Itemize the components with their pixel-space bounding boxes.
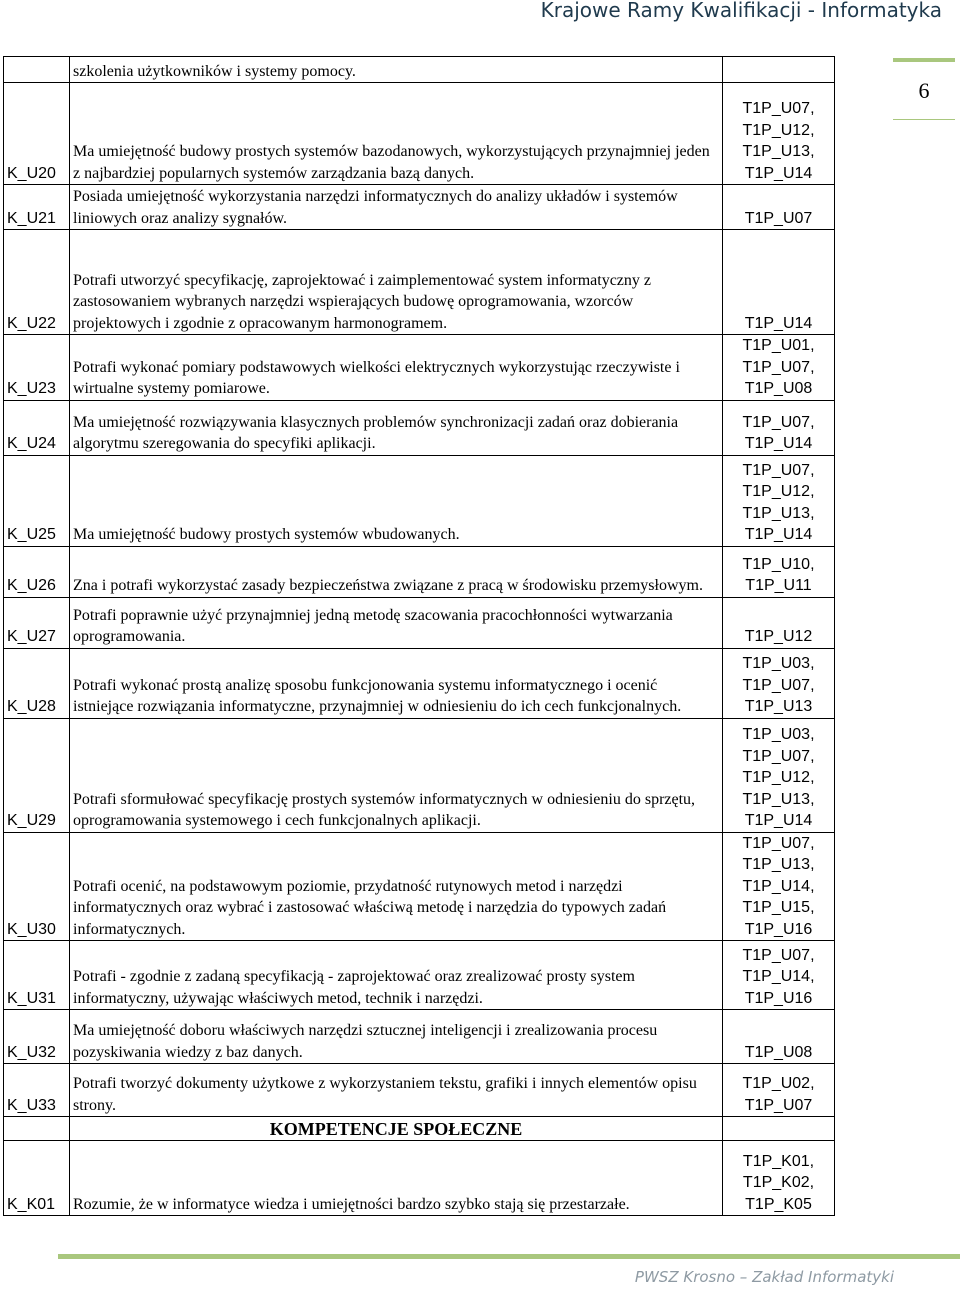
table-row xyxy=(4,1141,835,1216)
outcome-description: Zna i potrafi wykorzystać zasady bezpieczeństwa związane z pracą w środowisku przemysłowym. xyxy=(70,546,723,597)
outcome-description: Potrafi wykonać pomiary podstawowych wielkości elektrycznych wykorzystując rzeczywiste i wirtualne systemy pomiarowe. xyxy=(70,335,723,401)
outcome-references xyxy=(723,455,835,546)
table-row xyxy=(4,83,835,185)
reference-code: T1P_U08 xyxy=(744,380,813,397)
reference-code: T1P_U14 xyxy=(744,314,813,332)
reference-code: T1P_U15, xyxy=(742,899,815,916)
reference-code: T1P_U12, xyxy=(742,769,815,786)
outcome-references xyxy=(723,832,835,941)
section-row xyxy=(4,1117,835,1141)
reference-code: T1P_U07, xyxy=(742,676,815,694)
outcome-description: Potrafi utworzyć specyfikację, zaprojektować i zaimplementować system informatyczny z zastosowaniem wybranych narzędzi wspierających budowę oprogramowania, wzorców projektowych i zgodnie z opracowanym harmonogramem. xyxy=(70,230,723,335)
outcome-code: K_U24 xyxy=(4,400,70,455)
reference-code: T1P_U14 xyxy=(744,164,813,182)
outcome-code: K_K01 xyxy=(4,1141,70,1216)
outcome-code: K_U28 xyxy=(4,648,70,718)
outcome-code: K_U22 xyxy=(4,230,70,335)
section-heading: KOMPETENCJE SPOŁECZNE xyxy=(70,1117,723,1141)
outcome-description: Potrafi - zgodnie z zadaną specyfikacją - zaprojektować oraz zrealizować prosty system informatyczny, używając właściwych metod, technik i narzędzi. xyxy=(70,941,723,1010)
outcome-description: Potrafi poprawnie użyć przynajmniej jedną metodę szacowania pracochłonności wytwarzania oprogramowania. xyxy=(70,597,723,648)
table-row xyxy=(4,1010,835,1064)
outcome-description: Potrafi sformułować specyfikację prostych systemów informatycznych w odniesieniu do sprzętu, oprogramowania systemowego i cech funkcjonalnych aplikacji. xyxy=(70,718,723,832)
reference-code: T1P_U11 xyxy=(745,577,812,594)
outcome-references xyxy=(723,648,835,718)
reference-code: T1P_U07, xyxy=(742,461,815,479)
outcome-references xyxy=(723,230,835,335)
reference-code: T1P_U12, xyxy=(742,121,815,139)
reference-code: T1P_U07 xyxy=(744,209,813,227)
table-row xyxy=(4,1064,835,1117)
outcome-code xyxy=(4,57,70,83)
reference-code: T1P_U07 xyxy=(744,1096,813,1114)
table-row xyxy=(4,718,835,832)
table-row xyxy=(4,546,835,597)
table-row xyxy=(4,185,835,230)
footer-divider xyxy=(58,1254,960,1259)
outcome-code: K_U27 xyxy=(4,597,70,648)
document-header-title: Krajowe Ramy Kwalifikacji - Informatyka xyxy=(540,0,942,22)
learning-outcomes-table xyxy=(3,56,835,1216)
outcome-references xyxy=(723,185,835,230)
outcome-description: Ma umiejętność budowy prostych systemów bazodanowych, wykorzystujących przynajmniej jeden z najbardziej popularnych systemów zarządzania bazą danych. xyxy=(70,83,723,185)
reference-code: T1P_U13, xyxy=(742,856,815,873)
outcome-references xyxy=(723,57,835,83)
reference-code: T1P_U07, xyxy=(742,946,815,964)
outcome-references xyxy=(723,1141,835,1216)
outcome-description: szkolenia użytkowników i systemy pomocy. xyxy=(70,57,723,83)
table-row xyxy=(4,648,835,718)
section-spacer xyxy=(4,1117,70,1141)
outcome-references xyxy=(723,1010,835,1064)
outcome-references xyxy=(723,941,835,1010)
table-row xyxy=(4,230,835,335)
table-row xyxy=(4,941,835,1010)
reference-code: T1P_U14 xyxy=(744,526,813,543)
reference-code: T1P_U02, xyxy=(742,1075,815,1092)
reference-code: T1P_U12, xyxy=(742,483,815,500)
table-row xyxy=(4,400,835,455)
outcome-description: Potrafi wykonać prostą analizę sposobu funkcjonowania systemu informatycznego i ocenić istniejące rozwiązania informatyczne, przynajmniej w odniesieniu do ich cech funkcjonalnych. xyxy=(70,648,723,718)
outcome-description: Potrafi ocenić, na podstawowym poziomie, przydatność rutynowych metod i narzędzi informatycznych oraz wybrać i zastosować właściwą metodę i narzędzia do typowych zadań informatycznych. xyxy=(70,832,723,941)
outcome-code: K_U31 xyxy=(4,941,70,1010)
outcome-code: K_U20 xyxy=(4,83,70,185)
outcome-description: Rozumie, że w informatyce wiedza i umiejętności bardzo szybko stają się przestarzałe. xyxy=(70,1141,723,1216)
outcome-code: K_U26 xyxy=(4,546,70,597)
table-row xyxy=(4,832,835,941)
outcome-description: Posiada umiejętność wykorzystania narzędzi informatycznych do analizy układów i systemów liniowych oraz analizy sygnałów. xyxy=(70,185,723,230)
reference-code: T1P_U14, xyxy=(742,877,815,895)
outcome-code: K_U29 xyxy=(4,718,70,832)
outcome-code: K_U23 xyxy=(4,335,70,401)
page-number-box xyxy=(893,58,955,120)
outcome-description: Potrafi tworzyć dokumenty użytkowe z wykorzystaniem tekstu, grafiki i innych elementów opisu strony. xyxy=(70,1064,723,1117)
outcome-description: Ma umiejętność doboru właściwych narzędzi sztucznej inteligencji i zrealizowania procesu pozyskiwania wiedzy z baz danych. xyxy=(70,1010,723,1064)
reference-code: T1P_U13 xyxy=(744,698,813,715)
outcome-references xyxy=(723,718,835,832)
reference-code: T1P_U01, xyxy=(742,337,815,354)
table-row xyxy=(4,597,835,648)
outcome-code: K_U25 xyxy=(4,455,70,546)
reference-code: T1P_U07, xyxy=(742,747,815,765)
section-spacer xyxy=(723,1117,835,1141)
reference-code: T1P_U14 xyxy=(744,435,813,452)
reference-code: T1P_U13, xyxy=(742,790,815,808)
outcome-code: K_U33 xyxy=(4,1064,70,1117)
outcome-references xyxy=(723,1064,835,1117)
outcome-code: K_U21 xyxy=(4,185,70,230)
outcome-references xyxy=(723,400,835,455)
reference-code: T1P_U13, xyxy=(742,504,815,522)
table-row xyxy=(4,335,835,401)
reference-code: T1P_U07, xyxy=(742,834,815,852)
reference-code: T1P_K02, xyxy=(742,1174,815,1191)
outcome-references xyxy=(723,335,835,401)
reference-code: T1P_U16 xyxy=(744,920,813,938)
outcome-code: K_U30 xyxy=(4,832,70,941)
outcome-references xyxy=(723,546,835,597)
table-row xyxy=(4,455,835,546)
reference-code: T1P_K05 xyxy=(745,1195,812,1213)
reference-code: T1P_U08 xyxy=(744,1043,813,1061)
outcome-references xyxy=(723,597,835,648)
reference-code: T1P_U07, xyxy=(742,100,815,117)
outcome-references xyxy=(723,83,835,185)
footer-text: PWSZ Krosno – Zakład Informatyki xyxy=(634,1268,894,1286)
reference-code: T1P_U14 xyxy=(744,812,813,829)
table-row xyxy=(4,57,835,83)
outcome-code: K_U32 xyxy=(4,1010,70,1064)
reference-code: T1P_U07, xyxy=(742,413,815,431)
reference-code: T1P_U03, xyxy=(742,655,815,672)
reference-code: T1P_U13, xyxy=(742,143,815,160)
reference-code: T1P_U16 xyxy=(744,989,813,1007)
reference-code: T1P_U12 xyxy=(744,628,813,645)
page-number: 6 xyxy=(918,78,930,103)
reference-code: T1P_U07, xyxy=(742,358,815,376)
reference-code: T1P_K01, xyxy=(742,1152,815,1170)
outcome-description: Ma umiejętność rozwiązywania klasycznych problemów synchronizacji zadań oraz dobierania algorytmu szeregowania do specyfiki aplikacji. xyxy=(70,400,723,455)
reference-code: T1P_U03, xyxy=(742,726,815,743)
reference-code: T1P_U14, xyxy=(742,968,815,985)
reference-code: T1P_U10, xyxy=(742,555,815,573)
outcome-description: Ma umiejętność budowy prostych systemów wbudowanych. xyxy=(70,455,723,546)
